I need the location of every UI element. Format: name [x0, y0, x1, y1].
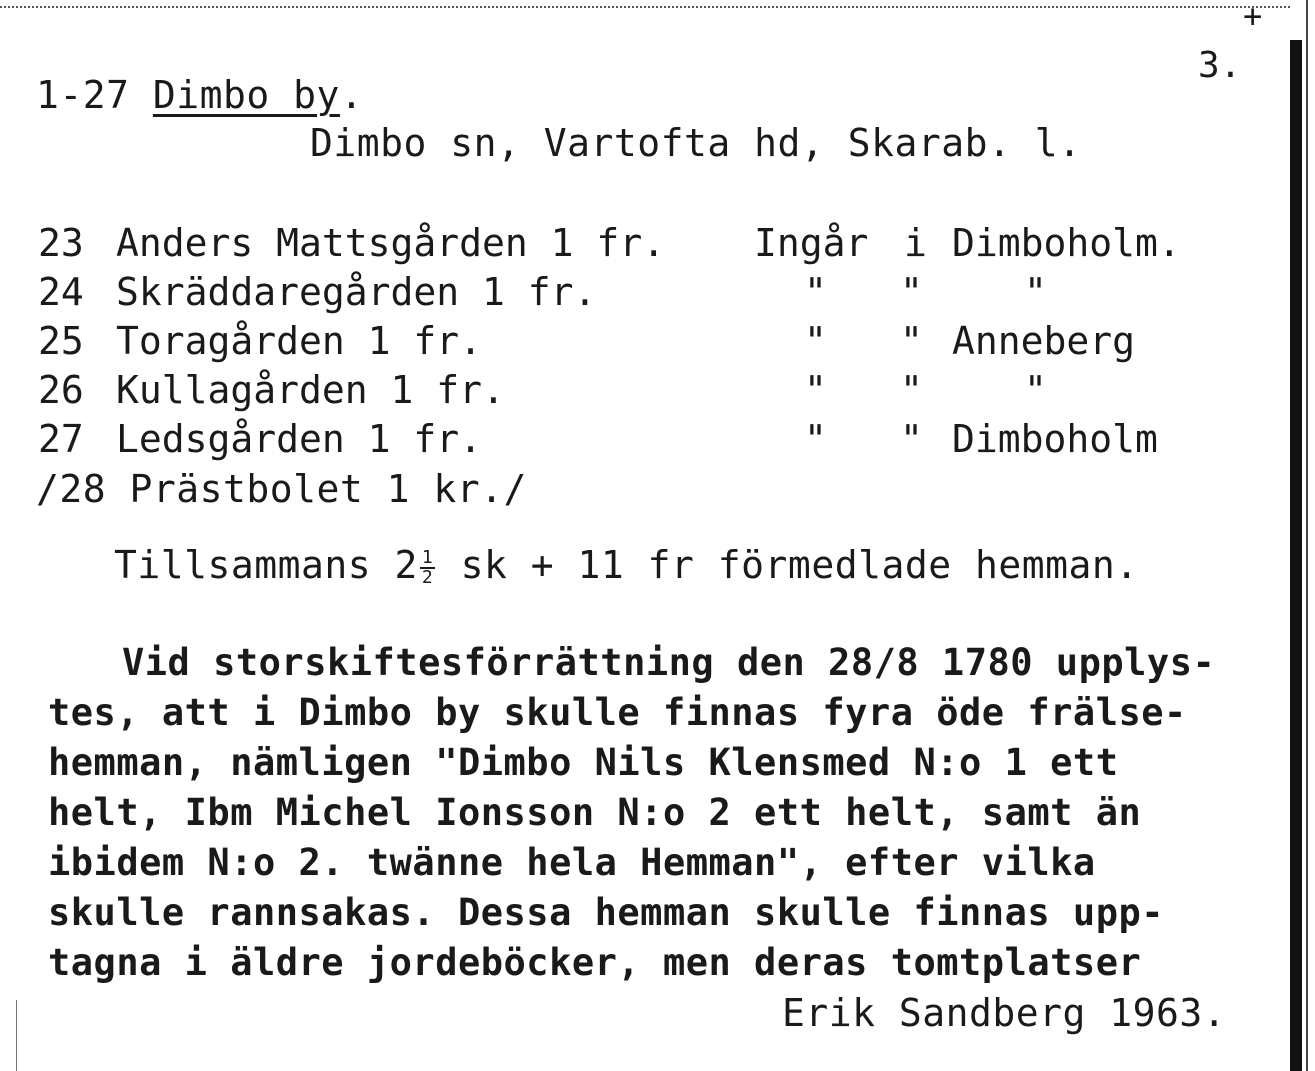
entry-name: Kullagården 1 fr.	[116, 368, 505, 412]
entry-col1: "	[804, 417, 827, 461]
entry-col2: "	[900, 368, 923, 412]
scan-top-edge	[0, 6, 1290, 8]
entry-col2: "	[900, 270, 923, 314]
entry-col1: "	[804, 319, 827, 363]
entry-col1: "	[804, 368, 827, 412]
entry-col2: "	[900, 417, 923, 461]
entry-number: 23	[38, 221, 84, 265]
village-name: Dimbo by	[152, 73, 340, 117]
entry-number: 25	[38, 319, 84, 363]
entry-col1: "	[804, 270, 827, 314]
entry-range: 1-27	[36, 73, 130, 117]
paragraph-line: helt, Ibm Michel Ionsson N:o 2 ett helt, samt än	[48, 791, 1142, 834]
entry-col3: "	[1024, 270, 1047, 314]
entry-name: Skräddaregården 1 fr.	[116, 270, 597, 314]
entry-col3: Dimboholm.	[952, 221, 1181, 265]
entry-col3: Dimboholm	[952, 417, 1158, 461]
scan-left-edge	[16, 1000, 17, 1071]
entry-col2: i	[904, 221, 927, 265]
entry-number: 24	[38, 270, 84, 314]
fraction-denominator: 2	[421, 566, 434, 588]
heading-line	[36, 72, 363, 118]
entry-number: 27	[38, 417, 84, 461]
summary-line	[114, 542, 1139, 588]
paragraph-line: ibidem N:o 2. twänne hela Hemman", efter vilka	[48, 841, 1096, 884]
fraction-numerator: 1	[421, 546, 434, 568]
scan-right-edge	[1306, 0, 1308, 1071]
signature: Erik Sandberg 1963.	[782, 991, 1227, 1035]
scan-right-border	[1290, 40, 1302, 1071]
entry-name: Toragården 1 fr.	[116, 319, 483, 363]
corner-mark: +	[1243, 0, 1263, 35]
entry-col2: "	[900, 319, 923, 363]
entry-col3: "	[1024, 368, 1047, 412]
summary-suffix: sk + 11 fr förmedlade hemman.	[437, 543, 1139, 587]
summary-prefix: Tillsammans 2	[114, 543, 418, 587]
entry-name: Anders Mattsgården 1 fr.	[116, 221, 666, 265]
extra-entry: /28 Prästbolet 1 kr./	[36, 467, 527, 511]
paragraph-line: tagna i äldre jordeböcker, men deras tomtplatser	[48, 941, 1142, 984]
entry-col3: Anneberg	[952, 319, 1136, 363]
entry-col1: Ingår	[754, 221, 869, 265]
page-number: 3.	[1198, 45, 1242, 86]
paragraph-line: Vid storskiftesförrättning den 28/8 1780 upplys-	[122, 641, 1216, 684]
paragraph-line: skulle rannsakas. Dessa hemman skulle finnas upp-	[48, 891, 1165, 934]
village-suffix: .	[339, 73, 364, 117]
entry-name: Ledsgården 1 fr.	[116, 417, 483, 461]
fraction	[420, 546, 435, 588]
entry-number: 26	[38, 368, 84, 412]
location-line: Dimbo sn, Vartofta hd, Skarab. l.	[310, 121, 1082, 165]
paragraph-line: hemman, nämligen "Dimbo Nils Klensmed N:o 1 ett	[48, 741, 1119, 784]
paragraph-line: tes, att i Dimbo by skulle finnas fyra öde frälse-	[48, 691, 1187, 734]
